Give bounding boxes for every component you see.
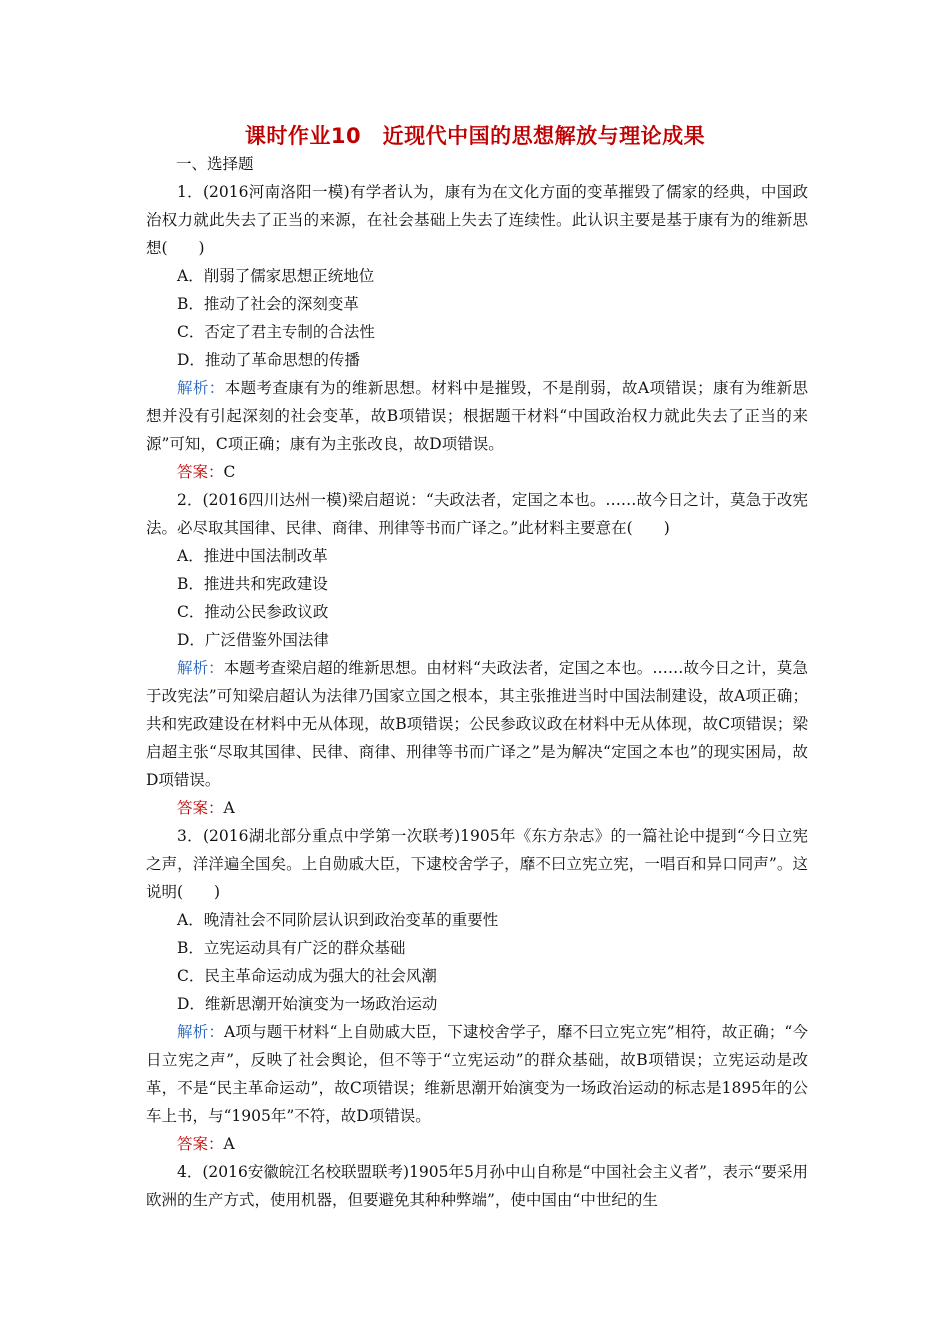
question-4 <box>146 1158 808 1214</box>
analysis-label: 解析： <box>177 1023 225 1041</box>
answer-value: A <box>223 799 235 817</box>
option-c: C．民主革命运动成为强大的社会风潮 <box>177 967 437 985</box>
answer-value: A <box>223 1135 235 1153</box>
option-d: D．推动了革命思想的传播 <box>177 351 360 369</box>
answer-value: C <box>223 463 236 481</box>
option-a: A．晚清社会不同阶层认识到政治变革的重要性 <box>177 911 499 929</box>
option-d: D．维新思潮开始演变为一场政治运动 <box>177 995 438 1013</box>
option-a: A．推进中国法制改革 <box>177 547 328 565</box>
analysis-label: 解析： <box>177 379 225 397</box>
analysis-paragraph <box>146 374 808 458</box>
option-b: B．立宪运动具有广泛的群众基础 <box>177 939 406 957</box>
question-stem: 3．(2016湖北部分重点中学第一次联考)1905年《东方杂志》的一篇社论中提到“今日立宪之声，洋洋遍全国矣。上自勋戚大臣，下逮校舍学子，靡不曰立宪立宪，一唱百和异口同声”。这说明( ) <box>146 827 808 901</box>
option-c: C．推动公民参政议政 <box>177 603 329 621</box>
question-stem: 4．(2016安徽皖江名校联盟联考)1905年5月孙中山自称是“中国社会主义者”，表示“要采用欧洲的生产方式，使用机器，但要避免其种种弊端”，使中国由“中世纪的生 <box>146 1163 808 1209</box>
option-d: D．广泛借鉴外国法律 <box>177 631 329 649</box>
analysis-text: A项与题干材料“上自勋戚大臣，下逮校舍学子，靡不曰立宪立宪”相符，故正确；“今日立宪之声”，反映了社会舆论，但不等于“立宪运动”的群众基础，故B项错误；立宪运动是改革，不是“民主革命运动”，故C项错误；维新思潮开始演变为一场政治运动的标志是1895年的公车上书，与“1905年”不符，故D项错误。 <box>146 1023 808 1125</box>
answer-line <box>146 458 808 486</box>
analysis-label: 解析： <box>177 659 224 677</box>
section-heading: 一、选择题 <box>176 155 254 173</box>
answer-line <box>146 794 808 822</box>
analysis-paragraph <box>146 1018 808 1130</box>
answer-line <box>146 1130 808 1158</box>
analysis-paragraph <box>146 654 808 794</box>
option-b: B．推动了社会的深刻变革 <box>177 295 359 313</box>
analysis-text: 本题考查康有为的维新思想。材料中是摧毁，不是削弱，故A项错误；康有为维新思想并没有引起深刻的社会变革，故B项错误；根据题干材料“中国政治权力就此失去了正当的来源”可知，C项正确；康有为主张改良，故D项错误。 <box>146 379 808 453</box>
document-body <box>146 150 808 1214</box>
option-a: A．削弱了儒家思想正统地位 <box>177 267 375 285</box>
question-1 <box>146 178 808 486</box>
analysis-text: 本题考查梁启超的维新思想。由材料“夫政法者，定国之本也。……故今日之计，莫急于改宪法”可知梁启超认为法律乃国家立国之根本，其主张推进当时中国法制建设，故A项正确；共和宪政建设在材料中无从体现，故B项错误；公民参政议政在材料中无从体现，故C项错误；梁启超主张“尽取其国律、民律、商律、刑律等书而广译之”是为解决“定国之本也”的现实困局，故D项错误。 <box>146 659 808 789</box>
option-c: C．否定了君主专制的合法性 <box>177 323 375 341</box>
question-3 <box>146 822 808 1158</box>
answer-label: 答案： <box>177 1135 224 1153</box>
question-2 <box>146 486 808 822</box>
page-title: 课时作业10 近现代中国的思想解放与理论成果 <box>244 124 706 148</box>
question-stem: 2．(2016四川达州一模)梁启超说：“夫政法者，定国之本也。……故今日之计，莫急于改宪法。必尽取其国律、民律、商律、刑律等书而广译之。”此材料主要意在( ) <box>146 491 808 537</box>
question-stem: 1．(2016河南洛阳一模)有学者认为，康有为在文化方面的变革摧毁了儒家的经典，中国政治权力就此失去了正当的来源，在社会基础上失去了连续性。此认识主要是基于康有为的维新思想( ) <box>146 183 808 257</box>
answer-label: 答案： <box>177 463 224 481</box>
option-b: B．推进共和宪政建设 <box>177 575 328 593</box>
answer-label: 答案： <box>177 799 224 817</box>
